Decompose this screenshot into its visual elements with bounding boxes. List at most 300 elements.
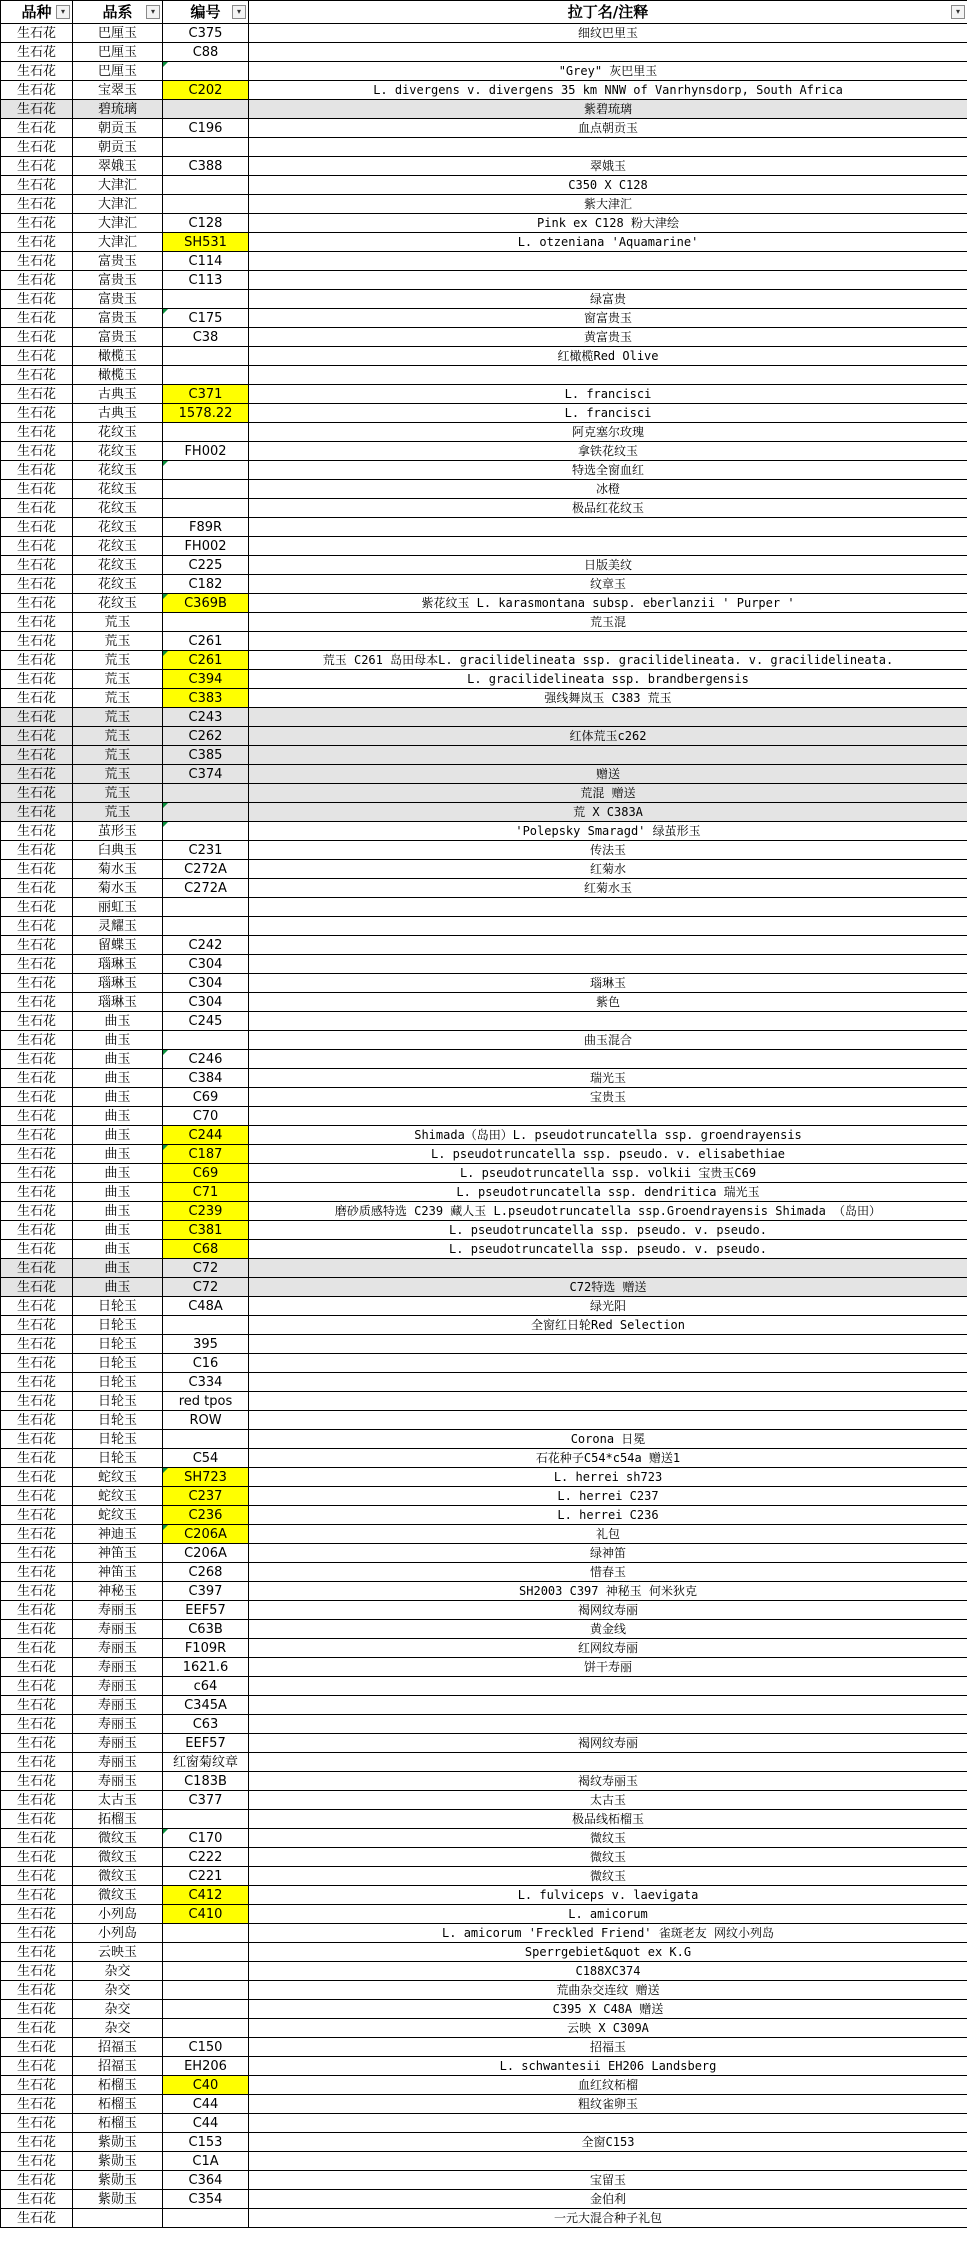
- cell-line[interactable]: 瑙琳玉: [73, 974, 163, 993]
- cell-latin-note[interactable]: [249, 537, 967, 556]
- cell-code[interactable]: SH531: [163, 233, 249, 252]
- cell-species[interactable]: 生石花: [1, 271, 73, 290]
- cell-latin-note[interactable]: L. divergens v. divergens 35 km NNW of Vanrhynsdorp, South Africa: [249, 81, 967, 100]
- cell-line[interactable]: 寿丽玉: [73, 1715, 163, 1734]
- cell-code[interactable]: C16: [163, 1354, 249, 1373]
- cell-latin-note[interactable]: Shimada（岛田）L. pseudotruncatella ssp. groendrayensis: [249, 1126, 967, 1145]
- cell-code[interactable]: C377: [163, 1791, 249, 1810]
- cell-line[interactable]: 寿丽玉: [73, 1639, 163, 1658]
- cell-latin-note[interactable]: 磨砂质感特选 C239 藏人玉 L.pseudotruncatella ssp.Groendrayensis Shimada （岛田）: [249, 1202, 967, 1221]
- cell-line[interactable]: 曲玉: [73, 1259, 163, 1278]
- cell-species[interactable]: 生石花: [1, 1354, 73, 1373]
- cell-code[interactable]: [163, 1316, 249, 1335]
- cell-species[interactable]: 生石花: [1, 195, 73, 214]
- cell-latin-note[interactable]: L. herrei sh723: [249, 1468, 967, 1487]
- cell-code[interactable]: C202: [163, 81, 249, 100]
- cell-latin-note[interactable]: 荒玉混: [249, 613, 967, 632]
- cell-latin-note[interactable]: 紫碧琉璃: [249, 100, 967, 119]
- cell-line[interactable]: 曲玉: [73, 1183, 163, 1202]
- cell-species[interactable]: 生石花: [1, 138, 73, 157]
- cell-species[interactable]: 生石花: [1, 1297, 73, 1316]
- cell-species[interactable]: 生石花: [1, 2190, 73, 2209]
- cell-line[interactable]: 紫勋玉: [73, 2171, 163, 2190]
- cell-latin-note[interactable]: [249, 1335, 967, 1354]
- cell-species[interactable]: 生石花: [1, 62, 73, 81]
- cell-species[interactable]: 生石花: [1, 1278, 73, 1297]
- cell-species[interactable]: 生石花: [1, 1335, 73, 1354]
- cell-code[interactable]: C375: [163, 24, 249, 43]
- cell-code[interactable]: C394: [163, 670, 249, 689]
- cell-latin-note[interactable]: L. herrei C236: [249, 1506, 967, 1525]
- cell-latin-note[interactable]: L. pseudotruncatella ssp. pseudo. v. elisabethiae: [249, 1145, 967, 1164]
- cell-code[interactable]: C182: [163, 575, 249, 594]
- cell-species[interactable]: 生石花: [1, 1221, 73, 1240]
- cell-line[interactable]: 蛇纹玉: [73, 1468, 163, 1487]
- cell-latin-note[interactable]: [249, 1259, 967, 1278]
- cell-species[interactable]: 生石花: [1, 841, 73, 860]
- cell-species[interactable]: 生石花: [1, 176, 73, 195]
- cell-species[interactable]: 生石花: [1, 1411, 73, 1430]
- cell-code[interactable]: C114: [163, 252, 249, 271]
- cell-species[interactable]: 生石花: [1, 1620, 73, 1639]
- cell-code[interactable]: C304: [163, 993, 249, 1012]
- cell-species[interactable]: 生石花: [1, 670, 73, 689]
- cell-code[interactable]: C262: [163, 727, 249, 746]
- cell-latin-note[interactable]: C395 X C48A 赠送: [249, 2000, 967, 2019]
- cell-species[interactable]: 生石花: [1, 1639, 73, 1658]
- cell-code[interactable]: C71: [163, 1183, 249, 1202]
- cell-code[interactable]: [163, 195, 249, 214]
- cell-species[interactable]: 生石花: [1, 1810, 73, 1829]
- cell-latin-note[interactable]: 极品线柘榴玉: [249, 1810, 967, 1829]
- cell-latin-note[interactable]: 红菊水: [249, 860, 967, 879]
- cell-code[interactable]: C345A: [163, 1696, 249, 1715]
- cell-code[interactable]: C222: [163, 1848, 249, 1867]
- cell-latin-note[interactable]: 红橄榄Red Olive: [249, 347, 967, 366]
- cell-species[interactable]: 生石花: [1, 233, 73, 252]
- cell-line[interactable]: 寿丽玉: [73, 1753, 163, 1772]
- cell-code[interactable]: FH002: [163, 442, 249, 461]
- cell-line[interactable]: 寿丽玉: [73, 1601, 163, 1620]
- cell-line[interactable]: 曲玉: [73, 1088, 163, 1107]
- cell-line[interactable]: 大津汇: [73, 214, 163, 233]
- cell-code[interactable]: C383: [163, 689, 249, 708]
- cell-species[interactable]: 生石花: [1, 480, 73, 499]
- cell-species[interactable]: 生石花: [1, 898, 73, 917]
- cell-latin-note[interactable]: [249, 898, 967, 917]
- cell-species[interactable]: 生石花: [1, 1430, 73, 1449]
- cell-species[interactable]: 生石花: [1, 423, 73, 442]
- cell-line[interactable]: 神笛玉: [73, 1563, 163, 1582]
- cell-line[interactable]: 灵耀玉: [73, 917, 163, 936]
- cell-line[interactable]: 日轮玉: [73, 1316, 163, 1335]
- cell-line[interactable]: 宝翠玉: [73, 81, 163, 100]
- cell-code[interactable]: EEF57: [163, 1601, 249, 1620]
- cell-species[interactable]: 生石花: [1, 1107, 73, 1126]
- cell-species[interactable]: 生石花: [1, 1981, 73, 2000]
- cell-code[interactable]: C221: [163, 1867, 249, 1886]
- cell-code[interactable]: [163, 784, 249, 803]
- cell-code[interactable]: [163, 423, 249, 442]
- cell-line[interactable]: 朝贡玉: [73, 119, 163, 138]
- cell-line[interactable]: 日轮玉: [73, 1449, 163, 1468]
- cell-line[interactable]: 花纹玉: [73, 461, 163, 480]
- cell-species[interactable]: 生石花: [1, 651, 73, 670]
- cell-line[interactable]: 富贵玉: [73, 271, 163, 290]
- cell-latin-note[interactable]: 绿光阳: [249, 1297, 967, 1316]
- cell-line[interactable]: 紫勋玉: [73, 2190, 163, 2209]
- cell-species[interactable]: 生石花: [1, 1677, 73, 1696]
- cell-line[interactable]: 蛇纹玉: [73, 1487, 163, 1506]
- cell-latin-note[interactable]: [249, 271, 967, 290]
- cell-latin-note[interactable]: Sperrgebiet&quot ex K.G: [249, 1943, 967, 1962]
- cell-species[interactable]: 生石花: [1, 955, 73, 974]
- cell-latin-note[interactable]: 粗纹雀卵玉: [249, 2095, 967, 2114]
- cell-line[interactable]: 太古玉: [73, 1791, 163, 1810]
- cell-latin-note[interactable]: 全窗C153: [249, 2133, 967, 2152]
- cell-species[interactable]: 生石花: [1, 632, 73, 651]
- cell-species[interactable]: 生石花: [1, 2057, 73, 2076]
- cell-species[interactable]: 生石花: [1, 1183, 73, 1202]
- cell-line[interactable]: 巴厘玉: [73, 62, 163, 81]
- cell-code[interactable]: C153: [163, 2133, 249, 2152]
- cell-code[interactable]: [163, 2000, 249, 2019]
- cell-code[interactable]: C244: [163, 1126, 249, 1145]
- cell-species[interactable]: 生石花: [1, 1544, 73, 1563]
- cell-code[interactable]: C175: [163, 309, 249, 328]
- cell-latin-note[interactable]: 红体荒玉c262: [249, 727, 967, 746]
- cell-code[interactable]: C88: [163, 43, 249, 62]
- cell-species[interactable]: 生石花: [1, 1658, 73, 1677]
- dropdown-filter-icon[interactable]: ▾: [56, 5, 70, 19]
- cell-line[interactable]: 巴厘玉: [73, 43, 163, 62]
- cell-latin-note[interactable]: L. francisci: [249, 385, 967, 404]
- cell-code[interactable]: [163, 100, 249, 119]
- cell-species[interactable]: 生石花: [1, 1696, 73, 1715]
- cell-species[interactable]: 生石花: [1, 2152, 73, 2171]
- cell-latin-note[interactable]: 惜春玉: [249, 1563, 967, 1582]
- cell-line[interactable]: 荒玉: [73, 708, 163, 727]
- cell-latin-note[interactable]: [249, 632, 967, 651]
- cell-latin-note[interactable]: 一元大混合种子礼包: [249, 2209, 967, 2228]
- cell-line[interactable]: 荒玉: [73, 746, 163, 765]
- cell-latin-note[interactable]: [249, 1696, 967, 1715]
- cell-code[interactable]: C272A: [163, 879, 249, 898]
- cell-line[interactable]: 日轮玉: [73, 1392, 163, 1411]
- cell-species[interactable]: 生石花: [1, 803, 73, 822]
- cell-code[interactable]: C69: [163, 1164, 249, 1183]
- cell-line[interactable]: 花纹玉: [73, 518, 163, 537]
- cell-species[interactable]: 生石花: [1, 784, 73, 803]
- cell-latin-note[interactable]: 礼包: [249, 1525, 967, 1544]
- cell-line[interactable]: 花纹玉: [73, 442, 163, 461]
- cell-line[interactable]: 柘榴玉: [73, 2095, 163, 2114]
- cell-line[interactable]: 微纹玉: [73, 1867, 163, 1886]
- cell-latin-note[interactable]: [249, 1373, 967, 1392]
- cell-species[interactable]: 生石花: [1, 1734, 73, 1753]
- cell-latin-note[interactable]: 红菊水玉: [249, 879, 967, 898]
- cell-code[interactable]: C72: [163, 1278, 249, 1297]
- cell-line[interactable]: 曲玉: [73, 1240, 163, 1259]
- cell-line[interactable]: 紫勋玉: [73, 2152, 163, 2171]
- cell-species[interactable]: 生石花: [1, 442, 73, 461]
- cell-latin-note[interactable]: [249, 1050, 967, 1069]
- cell-latin-note[interactable]: 黄富贵玉: [249, 328, 967, 347]
- cell-latin-note[interactable]: 荒玉 C261 岛田母本L. gracilidelineata ssp. gracilidelineata. v. gracilidelineata.: [249, 651, 967, 670]
- cell-code[interactable]: C72: [163, 1259, 249, 1278]
- header-code[interactable]: [163, 1, 249, 24]
- cell-species[interactable]: 生石花: [1, 708, 73, 727]
- cell-code[interactable]: C206A: [163, 1525, 249, 1544]
- cell-line[interactable]: 神笛玉: [73, 1544, 163, 1563]
- cell-line[interactable]: 小列岛: [73, 1924, 163, 1943]
- cell-species[interactable]: 生石花: [1, 613, 73, 632]
- cell-latin-note[interactable]: 血红纹柘榴: [249, 2076, 967, 2095]
- cell-line[interactable]: [73, 2209, 163, 2228]
- cell-code[interactable]: C397: [163, 1582, 249, 1601]
- cell-line[interactable]: 荒玉: [73, 803, 163, 822]
- cell-latin-note[interactable]: [249, 366, 967, 385]
- cell-latin-note[interactable]: [249, 936, 967, 955]
- cell-latin-note[interactable]: 绿富贵: [249, 290, 967, 309]
- cell-species[interactable]: 生石花: [1, 1012, 73, 1031]
- cell-latin-note[interactable]: 血点朝贡玉: [249, 119, 967, 138]
- cell-latin-note[interactable]: 纹章玉: [249, 575, 967, 594]
- cell-line[interactable]: 古典玉: [73, 385, 163, 404]
- cell-line[interactable]: 微纹玉: [73, 1886, 163, 1905]
- cell-species[interactable]: 生石花: [1, 2076, 73, 2095]
- cell-latin-note[interactable]: 翠娥玉: [249, 157, 967, 176]
- cell-code[interactable]: [163, 1031, 249, 1050]
- dropdown-filter-icon[interactable]: ▾: [951, 5, 965, 19]
- cell-species[interactable]: 生石花: [1, 2000, 73, 2019]
- cell-line[interactable]: 云映玉: [73, 1943, 163, 1962]
- cell-code[interactable]: C40: [163, 2076, 249, 2095]
- cell-code[interactable]: [163, 2209, 249, 2228]
- cell-code[interactable]: C242: [163, 936, 249, 955]
- cell-code[interactable]: C206A: [163, 1544, 249, 1563]
- cell-code[interactable]: C243: [163, 708, 249, 727]
- cell-code[interactable]: C374: [163, 765, 249, 784]
- cell-species[interactable]: 生石花: [1, 43, 73, 62]
- cell-line[interactable]: 大津汇: [73, 176, 163, 195]
- cell-species[interactable]: 生石花: [1, 689, 73, 708]
- cell-code[interactable]: [163, 176, 249, 195]
- cell-latin-note[interactable]: 褐网纹寿丽: [249, 1734, 967, 1753]
- cell-line[interactable]: 荒玉: [73, 765, 163, 784]
- cell-latin-note[interactable]: 荒 X C383A: [249, 803, 967, 822]
- cell-latin-note[interactable]: L. amicorum 'Freckled Friend' 雀斑老友 网纹小列岛: [249, 1924, 967, 1943]
- cell-species[interactable]: 生石花: [1, 1373, 73, 1392]
- cell-latin-note[interactable]: 特选全窗血红: [249, 461, 967, 480]
- cell-species[interactable]: 生石花: [1, 347, 73, 366]
- cell-latin-note[interactable]: [249, 1354, 967, 1373]
- cell-line[interactable]: 紫勋玉: [73, 2133, 163, 2152]
- cell-code[interactable]: C231: [163, 841, 249, 860]
- cell-code[interactable]: FH002: [163, 537, 249, 556]
- cell-code[interactable]: C239: [163, 1202, 249, 1221]
- cell-species[interactable]: 生石花: [1, 385, 73, 404]
- cell-line[interactable]: 曲玉: [73, 1221, 163, 1240]
- cell-species[interactable]: 生石花: [1, 1392, 73, 1411]
- cell-species[interactable]: 生石花: [1, 974, 73, 993]
- cell-species[interactable]: 生石花: [1, 1525, 73, 1544]
- cell-latin-note[interactable]: [249, 1107, 967, 1126]
- cell-line[interactable]: 寿丽玉: [73, 1620, 163, 1639]
- cell-code[interactable]: C246: [163, 1050, 249, 1069]
- cell-code[interactable]: C364: [163, 2171, 249, 2190]
- cell-latin-note[interactable]: [249, 43, 967, 62]
- cell-line[interactable]: 富贵玉: [73, 309, 163, 328]
- cell-line[interactable]: 菊水玉: [73, 860, 163, 879]
- cell-species[interactable]: 生石花: [1, 1791, 73, 1810]
- cell-line[interactable]: 荒玉: [73, 689, 163, 708]
- cell-species[interactable]: 生石花: [1, 1240, 73, 1259]
- cell-species[interactable]: 生石花: [1, 575, 73, 594]
- cell-species[interactable]: 生石花: [1, 936, 73, 955]
- cell-species[interactable]: 生石花: [1, 1145, 73, 1164]
- cell-line[interactable]: 花纹玉: [73, 537, 163, 556]
- cell-line[interactable]: 丽虹玉: [73, 898, 163, 917]
- cell-latin-note[interactable]: 拿铁花纹玉: [249, 442, 967, 461]
- cell-line[interactable]: 古典玉: [73, 404, 163, 423]
- cell-latin-note[interactable]: "Grey" 灰巴里玉: [249, 62, 967, 81]
- cell-latin-note[interactable]: [249, 917, 967, 936]
- header-line[interactable]: [73, 1, 163, 24]
- cell-line[interactable]: 杂交: [73, 1962, 163, 1981]
- cell-latin-note[interactable]: 瑞光玉: [249, 1069, 967, 1088]
- cell-line[interactable]: 荒玉: [73, 651, 163, 670]
- cell-line[interactable]: 留蝶玉: [73, 936, 163, 955]
- cell-latin-note[interactable]: [249, 2152, 967, 2171]
- cell-line[interactable]: 寿丽玉: [73, 1677, 163, 1696]
- cell-code[interactable]: C384: [163, 1069, 249, 1088]
- cell-latin-note[interactable]: 微纹玉: [249, 1848, 967, 1867]
- cell-species[interactable]: 生石花: [1, 1050, 73, 1069]
- cell-species[interactable]: 生石花: [1, 518, 73, 537]
- cell-line[interactable]: 神迪玉: [73, 1525, 163, 1544]
- cell-line[interactable]: 杂交: [73, 2019, 163, 2038]
- cell-species[interactable]: 生石花: [1, 24, 73, 43]
- cell-species[interactable]: 生石花: [1, 1772, 73, 1791]
- cell-species[interactable]: 生石花: [1, 1924, 73, 1943]
- header-species[interactable]: [1, 1, 73, 24]
- cell-species[interactable]: 生石花: [1, 1829, 73, 1848]
- cell-line[interactable]: 寿丽玉: [73, 1734, 163, 1753]
- dropdown-filter-icon[interactable]: ▾: [146, 5, 160, 19]
- cell-code[interactable]: [163, 2019, 249, 2038]
- cell-line[interactable]: 花纹玉: [73, 575, 163, 594]
- cell-code[interactable]: C63: [163, 1715, 249, 1734]
- cell-line[interactable]: 日轮玉: [73, 1430, 163, 1449]
- cell-line[interactable]: 微纹玉: [73, 1829, 163, 1848]
- cell-code[interactable]: 395: [163, 1335, 249, 1354]
- cell-latin-note[interactable]: 日版美纹: [249, 556, 967, 575]
- cell-latin-note[interactable]: L. schwantesii EH206 Landsberg: [249, 2057, 967, 2076]
- cell-latin-note[interactable]: L. gracilidelineata ssp. brandbergensis: [249, 670, 967, 689]
- cell-code[interactable]: F89R: [163, 518, 249, 537]
- cell-line[interactable]: 花纹玉: [73, 499, 163, 518]
- cell-latin-note[interactable]: 瑙琳玉: [249, 974, 967, 993]
- cell-species[interactable]: 生石花: [1, 917, 73, 936]
- cell-species[interactable]: 生石花: [1, 1164, 73, 1183]
- cell-species[interactable]: 生石花: [1, 1943, 73, 1962]
- cell-code[interactable]: C68: [163, 1240, 249, 1259]
- cell-line[interactable]: 曲玉: [73, 1069, 163, 1088]
- cell-code[interactable]: C272A: [163, 860, 249, 879]
- cell-code[interactable]: C268: [163, 1563, 249, 1582]
- cell-line[interactable]: 曲玉: [73, 1202, 163, 1221]
- cell-latin-note[interactable]: 微纹玉: [249, 1829, 967, 1848]
- cell-line[interactable]: 橄榄玉: [73, 347, 163, 366]
- cell-code[interactable]: [163, 1924, 249, 1943]
- cell-line[interactable]: 瑙琳玉: [73, 955, 163, 974]
- cell-latin-note[interactable]: 宝留玉: [249, 2171, 967, 2190]
- cell-code[interactable]: [163, 290, 249, 309]
- cell-latin-note[interactable]: 荒曲杂交连纹 赠送: [249, 1981, 967, 2000]
- cell-latin-note[interactable]: L. pseudotruncatella ssp. pseudo. v. pseudo.: [249, 1240, 967, 1259]
- cell-latin-note[interactable]: [249, 1392, 967, 1411]
- cell-code[interactable]: C388: [163, 157, 249, 176]
- cell-line[interactable]: 菊水玉: [73, 879, 163, 898]
- cell-line[interactable]: 寿丽玉: [73, 1696, 163, 1715]
- cell-line[interactable]: 荒玉: [73, 632, 163, 651]
- cell-code[interactable]: C170: [163, 1829, 249, 1848]
- cell-line[interactable]: 荒玉: [73, 670, 163, 689]
- cell-species[interactable]: 生石花: [1, 765, 73, 784]
- cell-latin-note[interactable]: 紫大津汇: [249, 195, 967, 214]
- cell-code[interactable]: C236: [163, 1506, 249, 1525]
- cell-latin-note[interactable]: [249, 1411, 967, 1430]
- cell-species[interactable]: 生石花: [1, 1601, 73, 1620]
- cell-line[interactable]: 富贵玉: [73, 328, 163, 347]
- cell-code[interactable]: C261: [163, 632, 249, 651]
- cell-latin-note[interactable]: 强线舞岚玉 C383 荒玉: [249, 689, 967, 708]
- cell-code[interactable]: C187: [163, 1145, 249, 1164]
- cell-latin-note[interactable]: 金伯利: [249, 2190, 967, 2209]
- cell-line[interactable]: 日轮玉: [73, 1411, 163, 1430]
- cell-code[interactable]: C412: [163, 1886, 249, 1905]
- cell-code[interactable]: [163, 803, 249, 822]
- cell-line[interactable]: 荒玉: [73, 613, 163, 632]
- cell-line[interactable]: 杂交: [73, 2000, 163, 2019]
- cell-code[interactable]: C38: [163, 328, 249, 347]
- cell-species[interactable]: 生石花: [1, 157, 73, 176]
- cell-latin-note[interactable]: 传法玉: [249, 841, 967, 860]
- cell-line[interactable]: 招福玉: [73, 2038, 163, 2057]
- cell-code[interactable]: [163, 347, 249, 366]
- cell-latin-note[interactable]: 招福玉: [249, 2038, 967, 2057]
- cell-line[interactable]: 曲玉: [73, 1012, 163, 1031]
- cell-line[interactable]: 曲玉: [73, 1145, 163, 1164]
- cell-species[interactable]: 生石花: [1, 252, 73, 271]
- cell-species[interactable]: 生石花: [1, 1886, 73, 1905]
- cell-species[interactable]: 生石花: [1, 746, 73, 765]
- cell-code[interactable]: [163, 613, 249, 632]
- cell-species[interactable]: 生石花: [1, 537, 73, 556]
- cell-line[interactable]: 蛇纹玉: [73, 1506, 163, 1525]
- cell-code[interactable]: [163, 62, 249, 81]
- cell-code[interactable]: C261: [163, 651, 249, 670]
- cell-line[interactable]: 花纹玉: [73, 423, 163, 442]
- cell-line[interactable]: 荒玉: [73, 727, 163, 746]
- cell-latin-note[interactable]: [249, 1715, 967, 1734]
- cell-latin-note[interactable]: 窗富贵玉: [249, 309, 967, 328]
- cell-code[interactable]: C354: [163, 2190, 249, 2209]
- cell-species[interactable]: 生石花: [1, 214, 73, 233]
- cell-code[interactable]: C381: [163, 1221, 249, 1240]
- cell-species[interactable]: 生石花: [1, 822, 73, 841]
